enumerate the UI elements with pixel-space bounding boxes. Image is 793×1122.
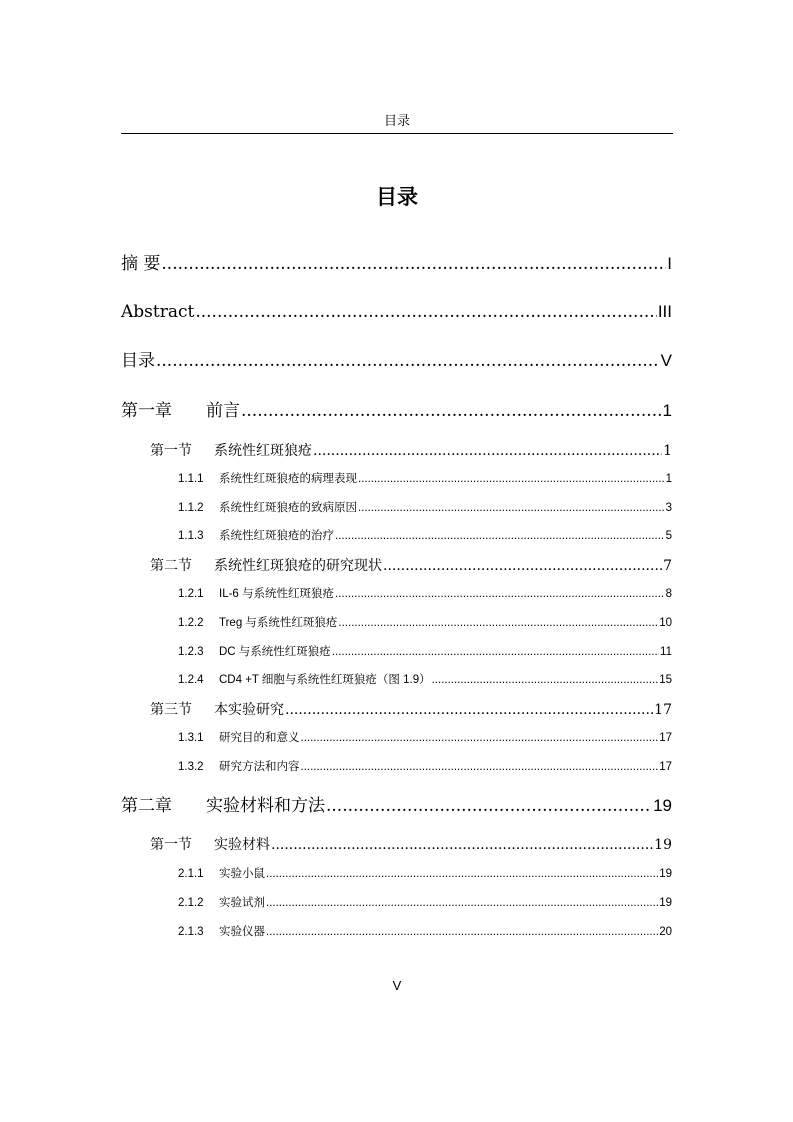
toc-page: 10 xyxy=(659,617,672,629)
toc-page: 19 xyxy=(654,837,672,853)
toc-page: 8 xyxy=(665,588,672,600)
toc-label: CD4 +T 细胞与系统性红斑狼疮（图 1.9） xyxy=(219,674,431,686)
toc-leader xyxy=(271,835,653,855)
toc-leader xyxy=(326,794,652,818)
toc-label: 实验仪器 xyxy=(219,926,265,938)
toc-number: 1.3.2 xyxy=(178,761,204,773)
toc-leader xyxy=(285,700,653,720)
toc-label: 系统性红斑狼疮的病理表现 xyxy=(219,473,357,485)
toc-entry-1-3-1[interactable] xyxy=(178,730,672,746)
toc-page: 1 xyxy=(665,473,672,485)
toc-leader xyxy=(335,586,665,602)
page-title: 目录 xyxy=(376,184,418,209)
toc-label: 实验试剂 xyxy=(219,897,265,909)
toc-label: 本实验研究 xyxy=(214,702,284,718)
toc-number: 2.1.1 xyxy=(178,868,204,880)
toc-page: 17 xyxy=(654,702,672,718)
toc-page: 1 xyxy=(662,401,672,420)
toc-page: 19 xyxy=(659,868,672,880)
toc-page: 19 xyxy=(653,796,672,815)
toc-entry-section-1-3[interactable] xyxy=(150,700,672,720)
toc-label: 系统性红斑狼疮的致病原因 xyxy=(219,502,357,514)
toc-page: 3 xyxy=(665,502,672,514)
toc-number: 2.1.2 xyxy=(178,897,204,909)
toc-leader xyxy=(156,349,660,373)
toc-label: 系统性红斑狼疮的研究现状 xyxy=(214,558,382,574)
toc-entry-contents[interactable] xyxy=(121,349,672,373)
toc-number: 1.1.1 xyxy=(178,473,204,485)
toc-page: 17 xyxy=(659,732,672,744)
toc-label: 前言 xyxy=(206,401,240,421)
toc-page: I xyxy=(667,254,672,273)
toc-entry-1-2-1[interactable] xyxy=(178,586,672,602)
toc-leader xyxy=(358,500,665,516)
toc-number: 1.2.2 xyxy=(178,617,204,629)
toc-page: V xyxy=(660,351,672,370)
toc-leader xyxy=(301,759,659,775)
toc-label: Abstract xyxy=(121,302,195,322)
toc-label: DC 与系统性红斑狼疮 xyxy=(219,646,331,658)
toc-entry-chapter-2[interactable] xyxy=(121,794,672,818)
toc-label: 系统性红斑狼疮 xyxy=(214,443,312,459)
toc-label: 实验材料 xyxy=(214,837,270,853)
toc-number: 第二章 xyxy=(121,796,172,816)
toc-entry-2-1-3[interactable] xyxy=(178,924,672,940)
toc-label: 研究目的和意义 xyxy=(219,732,300,744)
toc-entry-2-1-1[interactable] xyxy=(178,866,672,882)
toc-leader xyxy=(358,471,665,487)
toc-label: 研究方法和内容 xyxy=(219,761,300,773)
toc-page: 11 xyxy=(660,646,672,658)
toc-page: III xyxy=(657,302,672,321)
toc-entry-section-2-1[interactable] xyxy=(150,835,672,855)
toc-number: 1.2.3 xyxy=(178,646,204,658)
toc-entry-1-2-4[interactable] xyxy=(178,672,672,688)
toc-label: Treg 与系统性红斑狼疮 xyxy=(219,617,338,629)
toc-leader xyxy=(161,252,666,276)
page-number: V xyxy=(392,978,402,993)
toc-leader xyxy=(335,528,665,544)
toc-entry-1-1-3[interactable] xyxy=(178,528,672,544)
toc-leader xyxy=(301,730,659,746)
toc-entry-2-1-2[interactable] xyxy=(178,895,672,911)
toc-page: 7 xyxy=(663,558,672,574)
toc-leader xyxy=(266,895,658,911)
toc-number: 1.2.4 xyxy=(178,674,204,686)
toc-entry-section-1-1[interactable] xyxy=(150,441,672,461)
toc-page: 1 xyxy=(663,443,672,459)
toc-entry-1-1-2[interactable] xyxy=(178,500,672,516)
toc-leader xyxy=(332,644,659,660)
toc-label: 实验小鼠 xyxy=(219,868,265,880)
toc-number: 1.3.1 xyxy=(178,732,204,744)
toc-page: 17 xyxy=(659,761,672,773)
toc-number: 1.1.3 xyxy=(178,530,204,542)
toc-page: 15 xyxy=(659,674,672,686)
toc-entry-abstract-cn[interactable] xyxy=(121,252,672,276)
toc-leader xyxy=(266,866,658,882)
toc-entry-1-2-3[interactable] xyxy=(178,644,672,660)
toc-leader xyxy=(383,556,662,576)
toc-label: IL-6 与系统性红斑狼疮 xyxy=(219,588,335,600)
toc-leader xyxy=(266,924,658,940)
toc-number: 第二节 xyxy=(150,558,192,574)
running-header: 目录 xyxy=(383,114,410,129)
toc-label: 目录 xyxy=(121,351,155,371)
toc-number: 1.1.2 xyxy=(178,502,204,514)
toc-number: 2.1.3 xyxy=(178,926,204,938)
toc-page: 19 xyxy=(659,897,672,909)
toc-entry-abstract-en[interactable] xyxy=(121,300,672,324)
toc-leader xyxy=(432,672,659,688)
toc-number: 第一节 xyxy=(150,443,192,459)
toc-number: 1.2.1 xyxy=(178,588,204,600)
toc-entry-1-3-2[interactable] xyxy=(178,759,672,775)
toc-leader xyxy=(313,441,662,461)
toc-page: 20 xyxy=(659,926,672,938)
toc-entry-1-1-1[interactable] xyxy=(178,471,672,487)
toc-label: 实验材料和方法 xyxy=(206,796,325,816)
toc-leader xyxy=(241,399,662,423)
toc-number: 第一节 xyxy=(150,837,192,853)
toc-entry-section-1-2[interactable] xyxy=(150,556,672,576)
toc-entry-chapter-1[interactable] xyxy=(121,399,672,423)
toc-number: 第一章 xyxy=(121,401,172,421)
toc-label: 摘 要 xyxy=(121,254,161,274)
toc-number: 第三节 xyxy=(150,702,192,718)
toc-entry-1-2-2[interactable] xyxy=(178,615,672,631)
toc-leader xyxy=(338,615,658,631)
toc-label: 系统性红斑狼疮的治疗 xyxy=(219,530,334,542)
toc-leader xyxy=(195,300,656,324)
toc-page: 5 xyxy=(665,530,672,542)
